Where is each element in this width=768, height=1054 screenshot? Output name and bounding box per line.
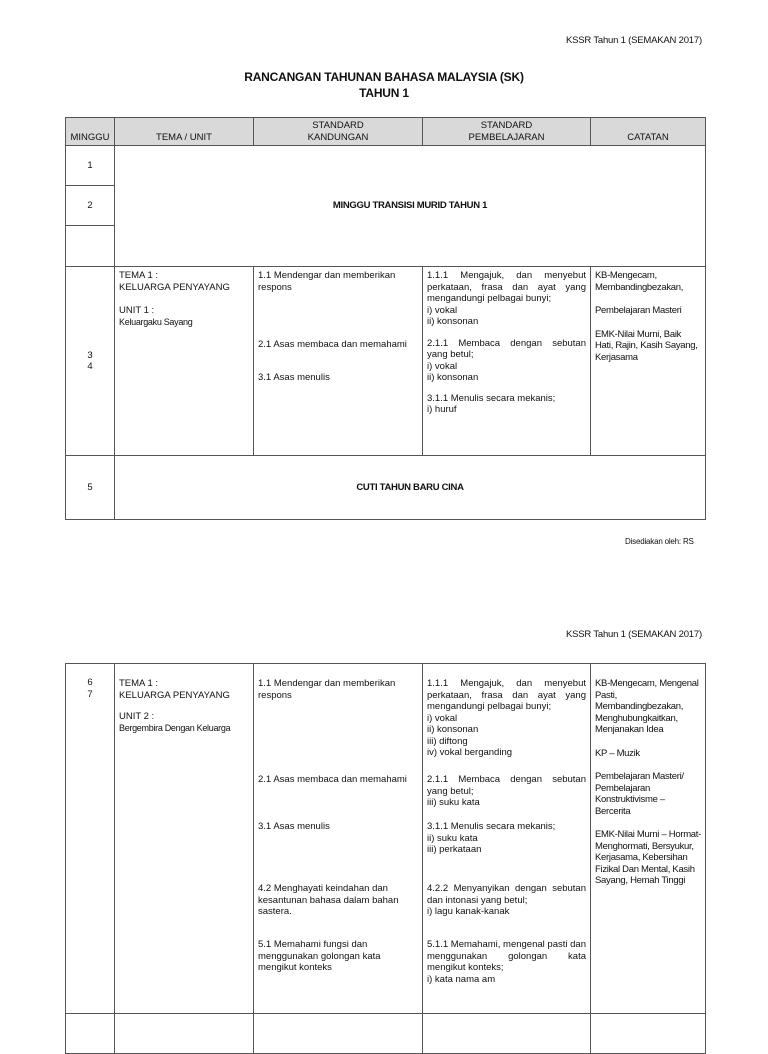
table-row (66, 146, 706, 186)
sp-subitem: iii) diftong (427, 735, 468, 747)
week-number: 7 (87, 688, 93, 700)
sk-item: 2.1 Asas membaca dan memahami (258, 774, 407, 785)
sp-subitem: i) vokal (427, 360, 458, 372)
catatan-item: KP – Muzik (595, 747, 640, 759)
unit-label: UNIT 1 : (119, 305, 155, 316)
col-header-standard-kandungan (254, 118, 423, 146)
sk-block (258, 774, 418, 821)
sp-item: 5.1.1 Memahami, mengenal pasti dan menggunakan golongan kata mengikut konteks; (427, 939, 586, 973)
catatan-item: KB-Mengecam, Membandingbezakan, (595, 270, 684, 293)
sp-subitem: i) huruf (427, 404, 457, 415)
sp-block (427, 939, 586, 985)
table-row (66, 1014, 706, 1054)
catatan-item: Pembelajaran Masteri/ Pembelajaran Konstruktivisme – Bercerita (595, 771, 684, 817)
page-header-right: KSSR Tahun 1 (SEMAKAN 2017) (566, 35, 702, 46)
tema-name: KELUARGA PENYAYANG (119, 281, 230, 293)
sp-subitem: ii) suku kata (427, 832, 478, 844)
sp-item: 1.1.1 Mengajuk, dan menyebut perkataan, frasa dan ayat yang mengandungi pelbagai bunyi; (427, 678, 586, 712)
unit-name: Bergembira Dengan Keluarga (119, 722, 231, 733)
sp-subitem: ii) konsonan (427, 316, 479, 327)
sp-item: 1.1.1 Mengajuk, dan menyebut perkataan, frasa dan ayat yang mengandungi pelbagai bunyi; (427, 270, 586, 304)
sk-block (258, 883, 418, 939)
week-cell: 1 (66, 146, 115, 186)
plan-table-page2 (65, 663, 706, 1054)
sk-block (258, 939, 418, 974)
tema-label: TEMA 1 : (119, 270, 159, 281)
sk-item: 1.1 Mendengar dan memberikan respons (258, 678, 396, 701)
sp-block (427, 821, 586, 883)
catatan-item: Pembelajaran Masteri (595, 305, 682, 316)
col-header-standard-pembelajaran (423, 118, 591, 146)
catatan-item: EMK-Nilai Murni – Hormat-Menghormati, Bersyukur, Kerjasama, Kebersihan Fizikal Dan Mental, Kasih Sayang, Hemah Tinggi (595, 829, 701, 886)
col-header-catatan: CATATAN (591, 118, 706, 146)
standard-kandungan-cell (254, 1014, 423, 1054)
banner-minggu-transisi: MINGGU TRANSISI MURID TAHUN 1 (115, 146, 706, 267)
sp-subitem: i) vokal (427, 712, 458, 724)
sk-item: 4.2 Menghayati keindahan dan kesantunan bahasa dalam bahan sastera. (258, 883, 399, 917)
standard-kandungan-cell (254, 664, 423, 1014)
week-cell (66, 267, 115, 456)
sp-subitem: iv) vokal berganding (427, 747, 513, 758)
sk-item: 2.1 Asas membaca dan memahami (258, 339, 407, 350)
sp-item: 3.1.1 Menulis secara mekanis; (427, 821, 556, 832)
standard-pembelajaran-cell (423, 664, 591, 1014)
sp-subitem: iii) suku kata (427, 797, 480, 808)
tema-unit-cell (115, 267, 254, 456)
week-cell: 5 (66, 456, 115, 520)
table-row (66, 267, 706, 456)
standard-pembelajaran-cell (423, 267, 591, 456)
sp-item: 4.2.2 Menyanyikan dengan sebutan dan intonasi yang betul; (427, 883, 586, 906)
week-cell (66, 226, 115, 267)
sp-block (427, 883, 586, 939)
week-cell: 2 (66, 186, 115, 226)
catatan-cell (591, 267, 706, 456)
sk-item: 1.1 Mendengar dan memberikan respons (258, 270, 396, 293)
document-title: RANCANGAN TAHUNAN BAHASA MALAYSIA (SK) (244, 70, 524, 84)
sp-subitem: iii) perkataan (427, 844, 482, 855)
week-number: 3 (87, 349, 93, 361)
prepared-by-footer: Disediakan oleh: RS (625, 537, 694, 546)
tema-name: KELUARGA PENYAYANG (119, 689, 230, 701)
sk-block (258, 821, 418, 883)
sp-subitem: i) kata nama am (427, 973, 496, 985)
sp-subitem: ii) konsonan (427, 724, 479, 735)
table-header-row (66, 118, 706, 146)
tema-label: TEMA 1 : (119, 678, 159, 689)
sp-subitem: ii) konsonan (427, 372, 479, 383)
table-row (66, 456, 706, 520)
sp-subitem: i) lagu kanak-kanak (427, 906, 510, 917)
catatan-item: KB-Mengecam, Mengenal Pasti, Membandingbezakan, Menghubungkaitkan, Menjanakan Idea (595, 678, 699, 735)
tema-unit-cell (115, 664, 254, 1014)
standard-kandungan-cell (254, 267, 423, 456)
plan-table-page1 (65, 117, 706, 520)
unit-label: UNIT 2 : (119, 711, 155, 722)
standard-pembelajaran-cell (423, 1014, 591, 1054)
sp-item: 3.1.1 Menulis secara mekanis; (427, 392, 556, 404)
week-cell (66, 1014, 115, 1054)
sk-item: 3.1 Asas menulis (258, 371, 330, 383)
col-header-sk-line1: STANDARD (312, 120, 364, 131)
col-header-sp-line2: PEMBELAJARAN (468, 131, 545, 143)
sk-item: 3.1 Asas menulis (258, 821, 330, 832)
col-header-sp-line1: STANDARD (480, 120, 533, 131)
sp-block (427, 774, 586, 821)
week-number: 6 (87, 677, 93, 688)
sp-item: 2.1.1 Membaca dengan sebutan yang betul; (427, 337, 586, 360)
sk-item: 5.1 Memahami fungsi dan menggunakan golongan kata mengikut konteks (258, 939, 381, 973)
week-number: 4 (87, 361, 93, 372)
catatan-cell (591, 1014, 706, 1054)
sk-block (258, 678, 418, 774)
table-row (66, 664, 706, 1014)
col-header-minggu: MINGGU (66, 118, 115, 146)
unit-name: Keluargaku Sayang (119, 316, 193, 327)
catatan-item: EMK-Nilai Murni, Baik Hati, Rajin, Kasih Sayang, Kerjasama (595, 328, 698, 363)
tema-unit-cell (115, 1014, 254, 1054)
page2-header-right: KSSR Tahun 1 (SEMAKAN 2017) (566, 629, 702, 640)
document-subtitle: TAHUN 1 (359, 86, 409, 100)
banner-cuti-tahun-baru-cina: CUTI TAHUN BARU CINA (115, 456, 706, 520)
col-header-tema: TEMA / UNIT (115, 118, 254, 146)
sp-item: 2.1.1 Membaca dengan sebutan yang betul; (427, 774, 586, 797)
sp-subitem: i) vokal (427, 304, 458, 316)
week-cell (66, 664, 115, 1014)
col-header-sk-line2: KANDUNGAN (307, 131, 369, 143)
catatan-cell (591, 664, 706, 1014)
sp-block (427, 678, 586, 774)
